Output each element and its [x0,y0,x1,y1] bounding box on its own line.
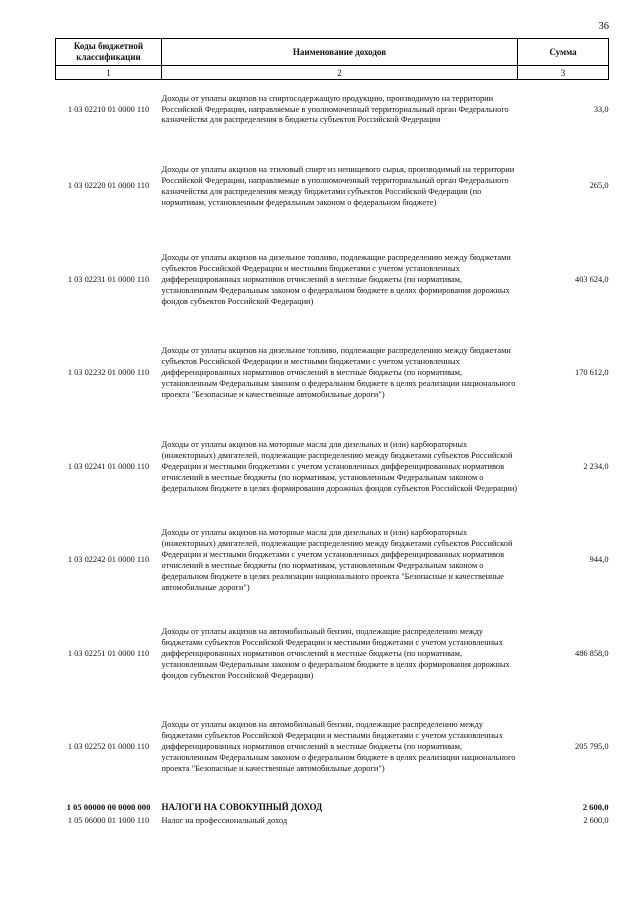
table-row [56,608,609,702]
revenue-name: Налог на профессиональный доход [161,815,288,825]
revenue-amount: 205 795,0 [575,742,609,752]
revenue-amount: 33,0 [593,104,609,114]
header-name: Наименование доходов [162,39,518,66]
summary-name: НАЛОГИ НА СОВОКУПНЫЙ ДОХОД [161,801,323,812]
table-row [56,514,609,608]
budget-code: 1 03 02231 01 0000 110 [67,274,150,284]
revenue-name: Доходы от уплаты акцизов на спиртосодержащую продукцию, производимую на территории Российской Федерации, направляемые в уполномоченный территориальный орган Федерального казначейства для распределения в бюджеты субъектов Российской Федерации [161,93,509,125]
revenue-amount: 170 612,0 [575,368,609,378]
revenue-amount: 2 234,0 [583,461,609,471]
budget-code: 1 03 02220 01 0000 110 [67,181,150,191]
table-row [56,701,609,795]
revenue-name: Доходы от уплаты акцизов на автомобильный бензин, подлежащие распределению между бюджетами субъектов Российской Федерации и местными бюджетами с учетом установленных дифференцированных нормативов отчислений в местные бюджеты (по нормативам, установленным Федеральным законом о федеральном бюджете в целях реализации национального проекта "Безопасные и качественные автомобильные дороги") [161,720,516,774]
page-number: 36 [598,21,609,32]
revenue-amount: 944,0 [589,555,609,565]
budget-code: 1 03 02242 01 0000 110 [67,555,150,565]
header-codes: Коды бюджетной классификации [56,39,162,66]
table-row [56,813,609,830]
revenue-name: Доходы от уплаты акцизов на дизельное топливо, подлежащие распределению между бюджетами субъектов Российской Федерации и местными бюджетами с учетом установленных дифференцированных нормативов отчислений в местные бюджеты (по нормативам, установленным Федеральным законом о федеральном бюджете в целях реализации национального проекта "Безопасные и качественные автомобильные дороги") [161,346,516,400]
column-number-1: 1 [56,66,162,80]
budget-code: 1 03 02232 01 0000 110 [67,368,150,378]
table-row [56,327,609,421]
revenue-amount: 486 858,0 [575,648,609,658]
summary-amount: 2 600,0 [582,801,609,812]
budget-code: 1 03 02241 01 0000 110 [67,461,150,471]
revenue-amount: 265,0 [589,181,609,191]
revenue-name: Доходы от уплаты акцизов на автомобильный бензин, подлежащие распределению между бюджетами субъектов Российской Федерации и местными бюджетами с учетом установленных дифференцированных нормативов отчислений в местные бюджеты (по нормативам, установленным Федеральным законом о федеральном бюджете в целях формирования дорожных фондов субъектов Российской Федерации) [161,626,510,680]
summary-code: 1 05 00000 00 0000 000 [66,801,151,812]
column-number-2: 2 [162,66,518,80]
revenue-table [55,38,609,830]
budget-code: 1 03 02251 01 0000 110 [67,648,150,658]
budget-code: 1 05 06000 01 1000 110 [67,815,150,825]
revenue-amount: 403 624,0 [575,274,609,284]
revenue-name: Доходы от уплаты акцизов на моторные масла для дизельных и (или) карбюраторных (инжекторных) двигателей, подлежащие распределению между бюджетами субъектов Российской Федерации и местными бюджетами с учетом установленных дифференцированных нормативов отчислений в местные бюджеты (по нормативам, установленным Федеральным законом о федеральном бюджете в целях формирования дорожных фондов субъектов Российской Федерации) [161,439,518,493]
budget-code: 1 03 02210 01 0000 110 [67,104,150,114]
header-amount: Сумма [518,39,609,66]
table-row [56,421,609,515]
revenue-name: Доходы от уплаты акцизов на дизельное топливо, подлежащие распределению между бюджетами субъектов Российской Федерации и местными бюджетами с учетом установленных дифференцированных нормативов отчислений в местные бюджеты (по нормативам, установленным Федеральным законом о федеральном бюджете в целях формирования дорожных фондов субъектов Российской Федерации) [161,252,511,306]
summary-row [56,795,609,813]
table-row [56,140,609,234]
table-row [56,80,609,141]
revenue-name: Доходы от уплаты акцизов на этиловый спирт из непищевого сырья, производимый на территории Российской Федерации, направляемые в уполномоченный территориальный орган Федерального казначейства для распределения между бюджетами субъектов Российской Федерации (по нормативам, установленным федеральным законом о федеральном бюджете) [161,164,515,207]
revenue-name: Доходы от уплаты акцизов на моторные масла для дизельных и (или) карбюраторных (инжекторных) двигателей, подлежащие распределению между бюджетами субъектов Российской Федерации и местными бюджетами с учетом установленных дифференцированных нормативов отчислений в местные бюджеты (по нормативам, установленным Федеральным законом о федеральном бюджете в целях реализации национального проекта "Безопасные и качественные автомобильные дороги") [161,528,513,592]
table-row [56,234,609,328]
header-row [56,39,609,66]
column-number-row [56,66,609,80]
column-number-3: 3 [518,66,609,80]
revenue-amount: 2 600,0 [583,815,609,825]
budget-code: 1 03 02252 01 0000 110 [67,742,150,752]
